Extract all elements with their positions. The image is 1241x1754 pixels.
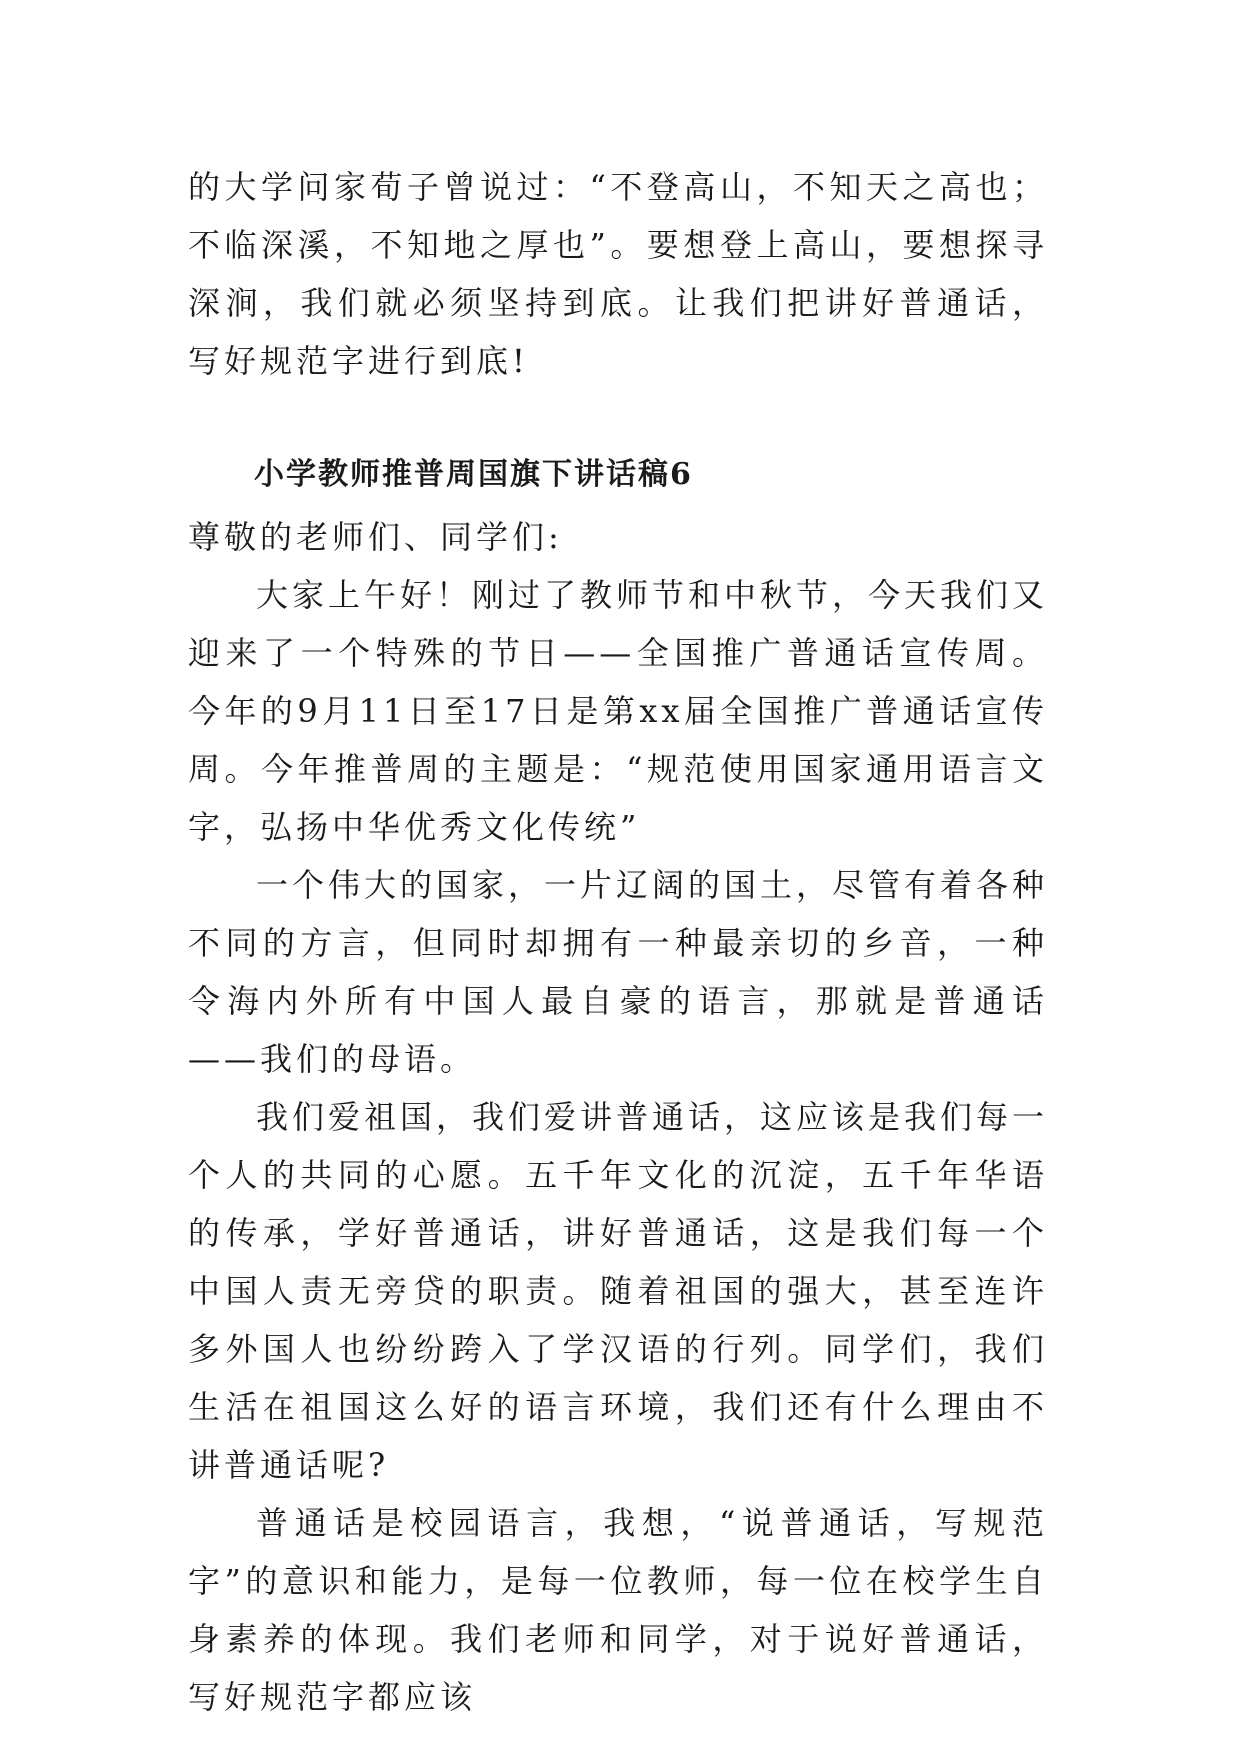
body-paragraph: 普通话是校园语言，我想，“说普通话，写规范字”的意识和能力，是每一位教师，每一位在校学生自身素养的体现。我们老师和同学，对于说好普通话，写好规范字都应该 — [188, 1504, 1048, 1716]
continuation-paragraph-block — [188, 158, 1048, 390]
body-paragraph: 一个伟大的国家，一片辽阔的国土，尽管有着各种不同的方言，但同时却拥有一种最亲切的乡音，一种令海内外所有中国人最自豪的语言，那就是普通话——我们的母语。 — [188, 866, 1049, 1078]
body-paragraph: 我们爱祖国，我们爱讲普通话，这应该是我们每一个人的共同的心愿。五千年文化的沉淀，五千年华语的传承，学好普通话，讲好普通话，这是我们每一个中国人责无旁贷的职责。随着祖国的强大，甚至连许多外国人也纷纷跨入了学汉语的行列。同学们，我们生活在祖国这么好的语言环境，我们还有什么理由不讲普通话呢? — [188, 1098, 1049, 1484]
document-title: 小学教师推普周国旗下讲话稿6 — [254, 457, 693, 492]
continuation-paragraph: 的大学问家荀子曾说过：“不登高山，不知天之高也；不临深溪，不知地之厚也”。要想登上高山，要想探寻深涧，我们就必须坚持到底。让我们把讲好普通话，写好规范字进行到底! — [188, 168, 1048, 380]
salutation: 尊敬的老师们、同学们: — [188, 518, 563, 556]
body-paragraph: 大家上午好！刚过了教师节和中秋节，今天我们又迎来了一个特殊的节日——全国推广普通话宣传周。今年的9月11日至17日是第xx届全国推广普通话宣传周。今年推普周的主题是：“规范使用国家通用语言文字，弘扬中华优秀文化传统” — [188, 576, 1049, 846]
speech-body — [188, 508, 1048, 1726]
